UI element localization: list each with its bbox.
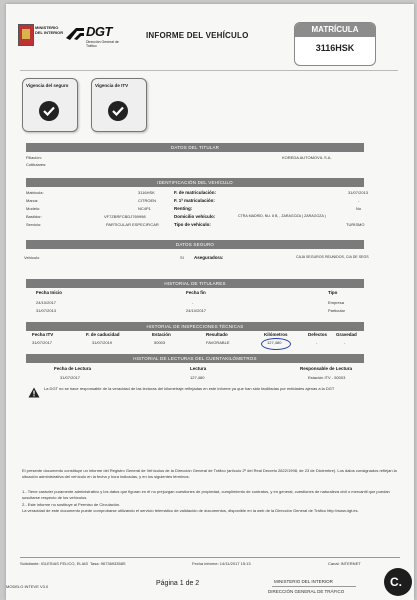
section-titular-header: DATOS DEL TITULAR [26,143,364,152]
itv-col-header: F. de caducidad [86,332,120,337]
filiacion-value: KOREDA AUTOMOVIL S.A. [282,155,332,160]
footer-tasa: Tasa: 9673693358S [90,561,126,566]
titulares-cell: Empresa [328,300,345,305]
report-title: INFORME DEL VEHÍCULO [146,31,249,40]
id-value: CITROEN [138,198,156,203]
footer-solicitante: Solicitante: IGLESIAS FELICO, ELIAS [20,561,89,566]
section-km-header: HISTORIAL DE LECTURAS DEL CUENTAKILÓMETROS [26,354,364,363]
id-value: 3116HSK [138,190,155,195]
itv-cell: 31/07/2017 [32,340,53,345]
id-value: TURISMO [346,222,365,227]
report-page [6,4,414,600]
km-cell: 127,480 [190,375,205,380]
titulares-cell: Particular [328,308,345,313]
id-label: Servicio: [26,222,42,227]
legal-paragraph: El presente documento constituye un informe del Registro General de Vehículos de la Dirección General de Tráfico (artículo 2º del Real Decreto 2822/1998, de 23 de Diciembre). Los datos consignados reflejan la situación administrativa del vehículo en la fecha y hora indicadas, y en los siguientes términos: [22,468,397,479]
km-warning-text: La DGT no se hace responsable de la veracidad de las lecturas del kilometraje reflejadas en este informe ya que han sido facilitadas por entidades ajenas a la DGT [44,386,335,391]
itv-col-header: Defectos [308,332,328,337]
id-label: F. de matriculación: [174,190,217,195]
footer-page-number: Página 1 de 2 [156,580,200,587]
id-value: NC4P1 [138,206,151,211]
id-value: VF7ZBRFCBDJ769998 [104,214,146,219]
check-icon [108,101,128,121]
check-icon [39,101,59,121]
titulares-col-header: Tipo [328,290,338,295]
id-label: Tipo de vehículo: [174,222,211,227]
km-cell: Estación ITV - 50003 [308,375,346,380]
legal-paragraph: 2.- Este informe no sustituye al Permiso de Circulación. [22,502,121,507]
id-value: - [358,198,360,203]
titulares-col-header: Fecha fin [186,290,206,295]
footer-modelo: MODELO INTEVE V3.0 [6,584,49,589]
id-value: CTRA MADRID, NU. 8 B, , ZARAGOZA ( ZARAGOZA ) [238,214,326,218]
cotitulares-label: Cotitulares: [26,162,47,167]
pen-circle-mark [261,338,291,350]
id-value: 31/07/2013 [348,190,369,195]
titulares-cell: 24/10/2017 [36,300,57,305]
aseguradora-label: Aseguradora: [194,255,224,260]
km-cell: 31/07/2017 [60,375,81,380]
vehiculo-label: Vehículo [24,255,40,260]
itv-validity-label: Vigencia de ITV [95,83,129,88]
km-col-header: Lectura [190,366,207,371]
footer-dgt: DIRECCIÓN GENERAL DE TRÁFICO [268,589,345,594]
filiacion-label: Filiación: [26,155,42,160]
footer-canal: Canal: INTERNET [328,561,361,566]
aseguradora-value: CAJA SEGUROS REUNIDOS, CIA DE SEGS [296,255,369,259]
dgt-subtitle: Dirección General de Tráfico [86,40,119,48]
legal-paragraph: La veracidad de este documento puede comprobarse utilizando el servicio telemático de validación de documentos, disponible en la web de la Dirección General de Tráfico http://www.dgt.es. [22,508,359,513]
itv-cell: FAVORABLE [206,340,230,345]
id-label: Domicilio vehículo: [174,214,216,219]
id-label: Modelo: [26,206,41,211]
insurance-validity-card [22,78,78,132]
id-value: PARTICULAR ESPECIFICAR [106,222,159,227]
footer-signature-line [272,586,356,587]
dgt-logo [64,22,134,50]
itv-col-header: Gravedad [336,332,357,337]
km-col-header: Responsable de Lectura [300,366,353,371]
plate-label: MATRÍCULA [295,23,375,37]
watermark-badge [384,568,412,596]
titulares-cell: 31/07/2013 [36,308,57,313]
section-identificacion-header: IDENTIFICACIÓN DEL VEHÍCULO [26,178,364,187]
itv-km-cell: 127,480 [267,340,282,345]
id-value: No [356,206,362,211]
itv-col-header: Estación [152,332,171,337]
warning-icon [28,387,40,398]
dgt-arrow-icon [64,24,86,42]
watermark-letter: C. [390,575,402,589]
dgt-logo-text: DGT [86,24,112,39]
itv-col-header: Resultado [206,332,228,337]
plate-value: 3116HSK [315,43,355,53]
plate-box [294,22,376,66]
itv-cell: - [316,340,318,345]
spain-crest-icon [18,24,34,46]
titulares-cell: - [192,300,194,305]
id-label: Bastidor: [26,214,42,219]
identification-table [26,190,369,236]
header-divider [20,70,398,71]
itv-col-header: Fecha ITV [32,332,54,337]
itv-col-header: Kilómetros [264,332,288,337]
insurance-validity-label: Vigencia del seguro [26,83,69,88]
itv-cell: 50003 [154,340,166,345]
km-col-header: Fecha de Lectura [54,366,92,371]
id-label: Matrícula: [26,190,44,195]
ministry-logo [18,22,64,48]
ministry-text: MINISTERIO DEL INTERIOR [35,25,64,35]
id-label: F. 1ª matriculación: [174,198,215,203]
section-seguro-header: DATOS SEGURO [26,240,364,249]
footer-fecha-informe: Fecha informe: 14/11/2017 15:13 [192,561,251,566]
titulares-cell: 24/10/2017 [186,308,207,313]
footer-divider [20,557,400,558]
itv-cell: - [344,340,346,345]
section-itv-header: HISTORIAL DE INSPECCIONES TÉCNICAS [26,322,364,331]
vehiculo-value: SI [180,255,184,260]
section-titulares-header: HISTORIAL DE TITULARES [26,279,364,288]
id-label: Marca: [26,198,39,203]
itv-cell: 31/07/2019 [92,340,113,345]
id-label: Renting: [174,206,193,211]
titulares-col-header: Fecha Inicio [36,290,63,295]
legal-paragraph: 1.- Tiene carácter puramente administrativo y los datos que figuran en él no prejuzgan cuestiones de propiedad, cumplimiento de contratos, y en general, cuestiones de naturaleza civil o mercantil que puedan suscitarse respecto de los vehículos. [22,489,390,500]
footer-ministry: MINISTERIO DEL INTERIOR [274,579,333,584]
itv-validity-card [91,78,147,132]
